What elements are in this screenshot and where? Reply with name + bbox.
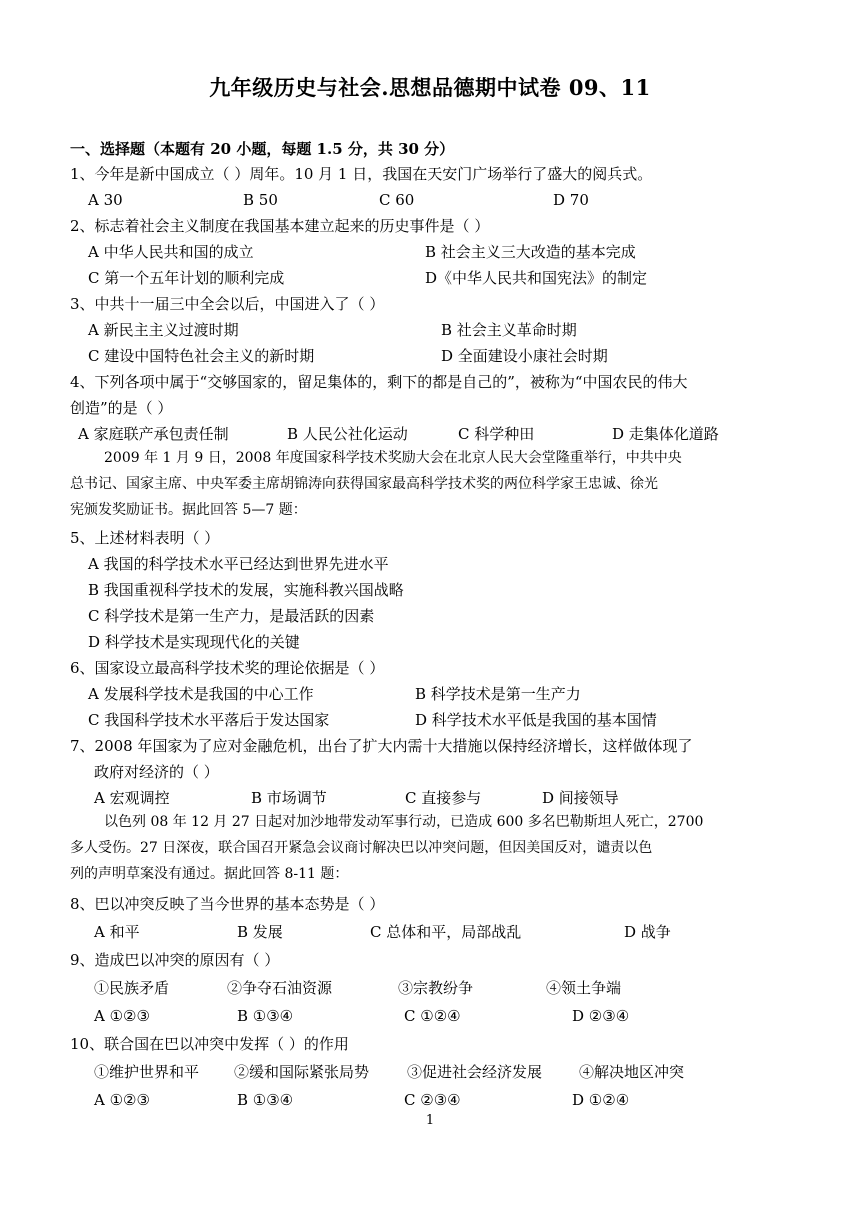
- question-6-option-d: D 科学技术水平低是我国的基本国情: [415, 711, 657, 729]
- question-4-stem-line-2: 创造”的是（ ）: [70, 399, 173, 417]
- section-heading: 一、选择题（本题有 20 小题，每题 1.5 分，共 30 分）: [70, 140, 455, 158]
- question-1-option-a: A 30: [88, 191, 123, 209]
- question-2-option-c: C 第一个五年计划的顺利完成: [88, 269, 285, 287]
- question-4-stem-line-1: 4、下列各项中属于“交够国家的，留足集体的，剩下的都是自己的”，被称为“中国农民的伟大: [70, 373, 688, 391]
- question-7-option-a: A 宏观调控: [94, 789, 170, 807]
- question-10-item-3: ③促进社会经济发展: [407, 1063, 543, 1081]
- question-6-option-a: A 发展科学技术是我国的中心工作: [88, 685, 314, 703]
- question-1-option-b: B 50: [243, 191, 278, 209]
- question-10-option-d: D ①②④: [572, 1091, 630, 1109]
- question-9-option-b: B ①③④: [237, 1007, 294, 1025]
- material-1-line-3: 宪颁发奖励证书。据此回答 5—7 题：: [70, 502, 307, 518]
- page-number: 1: [425, 1113, 435, 1128]
- question-4-option-b: B 人民公社化运动: [287, 425, 408, 443]
- question-9-item-1: ①民族矛盾: [94, 979, 170, 997]
- question-6-option-b: B 科学技术是第一生产力: [415, 685, 581, 703]
- material-2-line-1: 以色列 08 年 12 月 27 日起对加沙地带发动军事行动，已造成 600 多名巴勒斯坦人死亡，2700: [104, 814, 704, 830]
- question-9-item-3: ③宗教纷争: [398, 979, 474, 997]
- question-9-item-2: ②争夺石油资源: [227, 979, 333, 997]
- question-3-option-c: C 建设中国特色社会主义的新时期: [88, 347, 315, 365]
- question-9-stem: 9、造成巴以冲突的原因有（ ）: [70, 951, 280, 969]
- question-6-option-c: C 我国科学技术水平落后于发达国家: [88, 711, 330, 729]
- question-2-option-b: B 社会主义三大改造的基本完成: [425, 243, 636, 261]
- question-5-option-c: C 科学技术是第一生产力，是最活跃的因素: [88, 607, 375, 625]
- question-4-option-c: C 科学种田: [458, 425, 535, 443]
- material-paragraph-2: [70, 809, 792, 887]
- question-8-stem: 8、巴以冲突反映了当今世界的基本态势是（ ）: [70, 895, 385, 913]
- question-1-option-c: C 60: [379, 191, 415, 209]
- question-5-option-d: D 科学技术是实现现代化的关键: [88, 633, 300, 651]
- question-1-stem: 1、今年是新中国成立（ ）周年。10 月 1 日，我国在天安门广场举行了盛大的阅兵式。: [70, 165, 653, 183]
- question-5-option-b: B 我国重视科学技术的发展，实施科教兴国战略: [88, 581, 404, 599]
- question-2-stem: 2、标志着社会主义制度在我国基本建立起来的历史事件是（ ）: [70, 217, 490, 235]
- question-4-option-d: D 走集体化道路: [612, 425, 719, 443]
- question-7-stem-line-2: 政府对经济的（ ）: [94, 763, 219, 781]
- question-10-option-b: B ①③④: [237, 1091, 294, 1109]
- exam-title: 九年级历史与社会.思想品德期中试卷 09、11: [209, 75, 651, 100]
- question-9-item-4: ④领土争端: [546, 979, 622, 997]
- question-3-option-a: A 新民主主义过渡时期: [88, 321, 239, 339]
- question-7-option-b: B 市场调节: [251, 789, 327, 807]
- question-7-option-c: C 直接参与: [405, 789, 482, 807]
- question-3-option-d: D 全面建设小康社会时期: [441, 347, 608, 365]
- material-2-line-2: 多人受伤。27 日深夜，联合国召开紧急会议商讨解决巴以冲突问题，但因美国反对，谴责以色: [70, 840, 653, 856]
- question-8-option-c: C 总体和平，局部战乱: [370, 923, 522, 941]
- question-2-option-a: A 中华人民共和国的成立: [88, 243, 254, 261]
- question-2-option-d: D《中华人民共和国宪法》的制定: [425, 269, 648, 287]
- question-9-option-d: D ②③④: [572, 1007, 630, 1025]
- question-7-stem-line-1: 7、2008 年国家为了应对金融危机，出台了扩大内需十大措施以保持经济增长，这样做体现了: [70, 737, 693, 755]
- question-10-item-2: ②缓和国际紧张局势: [234, 1063, 370, 1081]
- question-8-option-d: D 战争: [624, 923, 671, 941]
- question-4-option-a: A 家庭联产承包责任制: [78, 425, 229, 443]
- material-1-line-1: 2009 年 1 月 9 日，2008 年度国家科学技术奖励大会在北京人民大会堂隆重举行，中共中央: [104, 450, 682, 466]
- question-9-option-a: A ①②③: [94, 1007, 150, 1025]
- question-5-stem: 5、上述材料表明（ ）: [70, 529, 220, 547]
- question-10-stem: 10、联合国在巴以冲突中发挥（ ）的作用: [70, 1035, 349, 1053]
- material-2-line-3: 列的声明草案没有通过。据此回答 8-11 题：: [70, 866, 349, 882]
- question-9-option-c: C ①②④: [404, 1007, 461, 1025]
- question-10-option-a: A ①②③: [94, 1091, 150, 1109]
- material-1-line-2: 总书记、国家主席、中央军委主席胡锦涛向获得国家最高科学技术奖的两位科学家王忠诚、徐光: [70, 476, 658, 492]
- question-3-option-b: B 社会主义革命时期: [441, 321, 577, 339]
- question-10-option-c: C ②③④: [404, 1091, 461, 1109]
- question-7-option-d: D 间接领导: [542, 789, 619, 807]
- question-3-stem: 3、中共十一届三中全会以后，中国进入了（ ）: [70, 295, 385, 313]
- question-6-stem: 6、国家设立最高科学技术奖的理论依据是（ ）: [70, 659, 385, 677]
- question-5-option-a: A 我国的科学技术水平已经达到世界先进水平: [88, 555, 389, 573]
- question-1-option-d: D 70: [553, 191, 589, 209]
- material-paragraph-1: [70, 445, 792, 523]
- question-10-item-4: ④解决地区冲突: [579, 1063, 685, 1081]
- question-8-option-b: B 发展: [237, 923, 283, 941]
- question-10-item-1: ①维护世界和平: [94, 1063, 200, 1081]
- question-8-option-a: A 和平: [94, 923, 140, 941]
